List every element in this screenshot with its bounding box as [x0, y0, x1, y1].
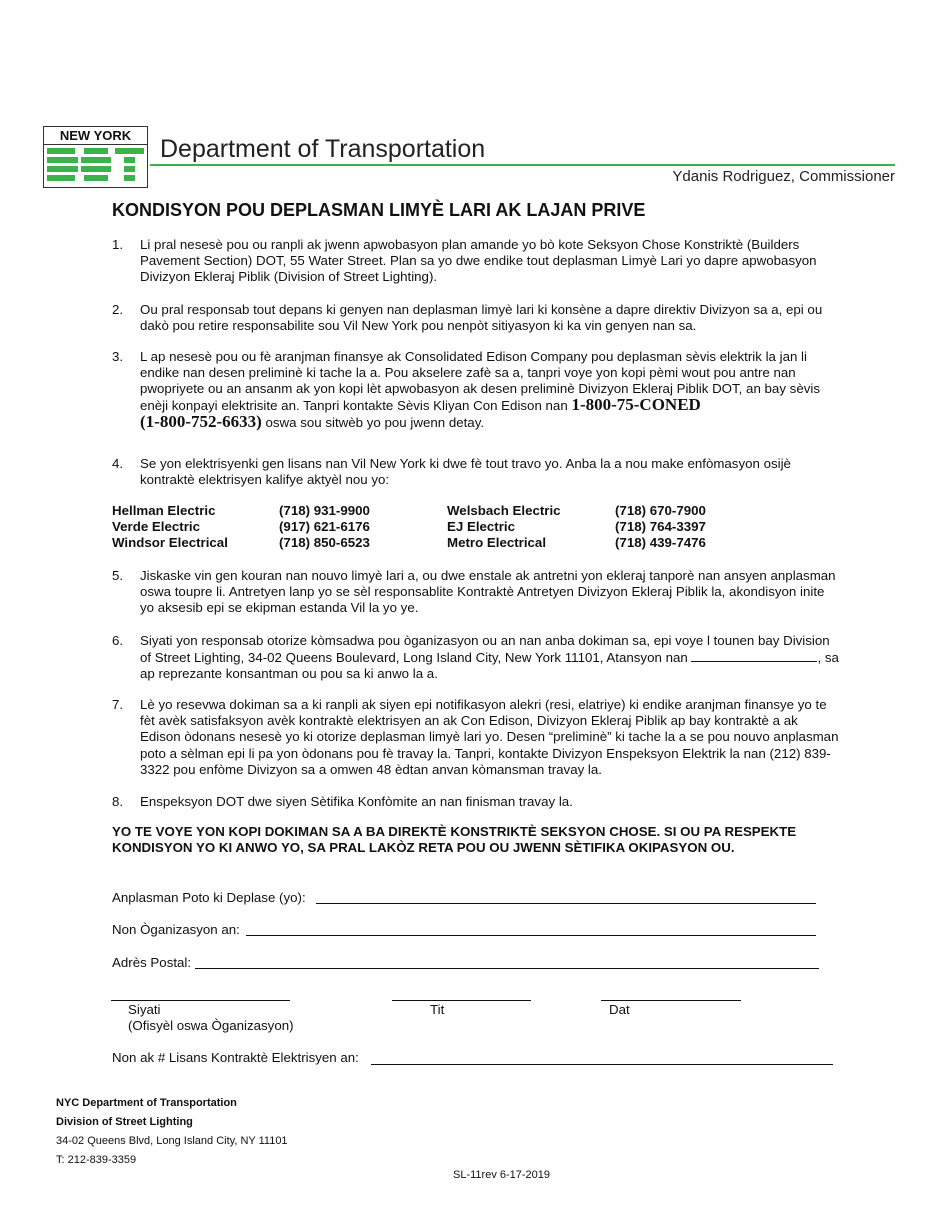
page-title: KONDISYON POU DEPLASMAN LIMYÈ LARI AK LAJAN PRIVE: [112, 200, 646, 220]
contractor-name: Welsbach Electric: [447, 503, 561, 518]
contractor-name: Windsor Electrical: [112, 535, 228, 550]
contractor-phone: (718) 670-7900: [615, 503, 706, 518]
license-label: Non ak # Lisans Kontraktè Elektrisyen an:: [112, 1050, 359, 1065]
address-label: Adrès Postal:: [112, 955, 192, 970]
item-text: [140, 633, 840, 683]
list-item: [112, 794, 840, 810]
title-label: Tit: [430, 1002, 445, 1017]
list-item: [112, 697, 840, 778]
contractor-phone: (917) 621-6176: [279, 519, 370, 534]
contractor-phone: (718) 439-7476: [615, 535, 706, 550]
org-name-label: Non Òganizasyon an:: [112, 922, 240, 937]
nyc-dot-logo: [43, 126, 148, 188]
contractor-phone: (718) 931-9900: [279, 503, 370, 518]
item-text: Se yon elektrisyenki gen lisans nan Vil New York ki dwe fè tout travo yo. Anba la a nou make enfòmasyon osijè kontraktè elektrisyen kalifye aktyèl nou yo:: [140, 456, 791, 488]
footer-address-block: [56, 1094, 288, 1170]
license-input[interactable]: [371, 1064, 833, 1065]
date-label: Dat: [609, 1002, 630, 1017]
contractor-name: Verde Electric: [112, 519, 200, 534]
item-number: 3.: [112, 349, 124, 364]
list-item: [112, 633, 840, 683]
contractor-name: Metro Electrical: [447, 535, 547, 550]
item-number: 7.: [112, 697, 124, 712]
list-item: [112, 302, 840, 334]
header-divider: [150, 164, 895, 166]
item-number: 8.: [112, 794, 124, 809]
contractor-phone: (718) 764-3397: [615, 519, 706, 534]
footer-phone: T: 212-839-3359: [56, 1154, 137, 1166]
item-text: Lè yo resevwa dokiman sa a ki ranpli ak siyen epi notifikasyon alekri (resi, elatriye) ki endike aranjman finansye yo te fèt avèk satisfaksyon avèk kontraktè elektrisyen an ak Con Edison, Divizyon Ekleraj Piblik ap bay kontraktè a ak Edison òdonans nesesè yo ki otorize deplasman limyè lari yo. Desen “preliminè” ki tache la a se pou nouvo anplasman poto a sèlman epi li pa yon òdonans pou fè travay la. Tanpri, kontakte Divizyon Enspeksyon Elektrik la nan (212) 839-3322 pou enfòme Divizyon sa a omwen 48 èdtan anvan kòmansman travay la.: [140, 697, 839, 777]
item-number: 2.: [112, 302, 124, 317]
logo-text: NEW YORK: [44, 127, 147, 145]
department-name: Department of Transportation: [160, 135, 486, 163]
item-text: [140, 349, 840, 431]
item-text: Li pral nesesè pou ou ranpli ak jwenn apwobasyon plan amande yo bò kote Seksyon Chose Konstriktè (Builders Pavement Section) DOT, 55 Water Street. Plan sa yo dwe endike tout deplasman Limyè Lari yo dapre apwobasyon Divizyon Ekleraj Piblik (Division of Street Lighting).: [140, 237, 817, 285]
contractor-name: EJ Electric: [447, 519, 516, 534]
con-edison-phone: 1-800-75-CONED: [571, 395, 701, 414]
list-item: [112, 456, 840, 488]
address-input[interactable]: [195, 968, 819, 969]
contractor-name: Hellman Electric: [112, 503, 216, 518]
org-name-input[interactable]: [246, 935, 816, 936]
item-number: 4.: [112, 456, 124, 471]
list-item: [112, 568, 840, 617]
item-number: 5.: [112, 568, 124, 583]
item-number: 6.: [112, 633, 124, 648]
item-text: Ou pral responsab tout depans ki genyen nan deplasman limyè lari ki konsène a dapre direktiv Divizyon sa a, epi ou dakò pou retire responsabilite sou Vil New York pou nenpòt sitiyasyon ki ka vin genyen nan sa.: [140, 302, 823, 334]
footer-address: 34-02 Queens Blvd, Long Island City, NY 11101: [56, 1135, 288, 1147]
item-text-part: oswa sou sitwèb yo pou jwenn detay.: [265, 415, 485, 430]
item-text: Jiskaske vin gen kouran nan nouvo limyè lari a, ou dwe enstale ak antretni yon ekleraj tanporè nan ansyen anplasman oswa toupre li. Antretyen lanp yo se sèl responsablite Kontraktè Antretyen Divizyon Ekleraj Piblik la, akondisyon inite yo aksesib epi se ekipman estanda Vil la yo ye.: [140, 568, 836, 616]
form-code: SL-11rev 6-17-2019: [453, 1169, 551, 1181]
item-text-part: , sa ap reprezante konsantman ou pou sa ki anwo la a.: [140, 650, 839, 682]
date-input[interactable]: [601, 1000, 741, 1001]
warning-notice: YO TE VOYE YON KOPI DOKIMAN SA A BA DIREKTÈ KONSTRIKTÈ SEKSYON CHOSE. SI OU PA RESPEKTE KONDISYON YO KI ANWO YO, SA PRAL LAKÒZ RETA POU OU JWENN SÈTIFIKA OKIPASYON OU.: [112, 824, 797, 855]
item-number: 1.: [112, 237, 124, 252]
signature-sublabel: (Ofisyèl oswa Òganizasyon): [128, 1018, 294, 1033]
logo-mark: [44, 145, 147, 187]
item-text: Enspeksyon DOT dwe siyen Sètifika Konfòmite an nan finisman travay la.: [140, 794, 573, 809]
item-text-part: L ap nesesè pou ou fè aranjman finansye ak Consolidated Edison Company pou deplasman sèvis elektrik la jan li endike nan desen preliminè ki tache la a. Pou akselere zafè sa a, tanpri voye yon kopi pèmi wout pou antre nan pwopriyete ou an ansanm ak yon kopi lèt apwobasyon ak desen preliminè Divizyon Ekleraj Piblik DOT, an bay sèvis enèji konpayi elektrisite an. Tanpri kontakte Sèvis Kliyan Con Edison nan: [140, 349, 820, 413]
location-label: Anplasman Poto ki Deplase (yo):: [112, 890, 306, 905]
con-edison-phone-digits: (1-800-752-6633): [140, 412, 262, 431]
list-item: [112, 237, 840, 286]
footer-org: NYC Department of Transportation: [56, 1097, 237, 1109]
signature-label: Siyati: [128, 1002, 161, 1017]
item-text-part: Siyati yon responsab otorize kòmsadwa pou òganizasyon ou an nan anba dokiman sa, epi voye l tounen bay Division of Street Lighting, 34-02 Queens Boulevard, Long Island City, New York 11101, Atansyon nan: [140, 633, 830, 666]
title-input[interactable]: [392, 1000, 531, 1001]
commissioner-name: Ydanis Rodriguez, Commissioner: [672, 168, 895, 185]
attention-blank-field[interactable]: [691, 649, 817, 662]
contractor-phone: (718) 850-6523: [279, 535, 370, 550]
footer-division: Division of Street Lighting: [56, 1116, 193, 1128]
signature-input[interactable]: [111, 1000, 290, 1001]
list-item: [112, 349, 840, 431]
location-input[interactable]: [316, 903, 816, 904]
